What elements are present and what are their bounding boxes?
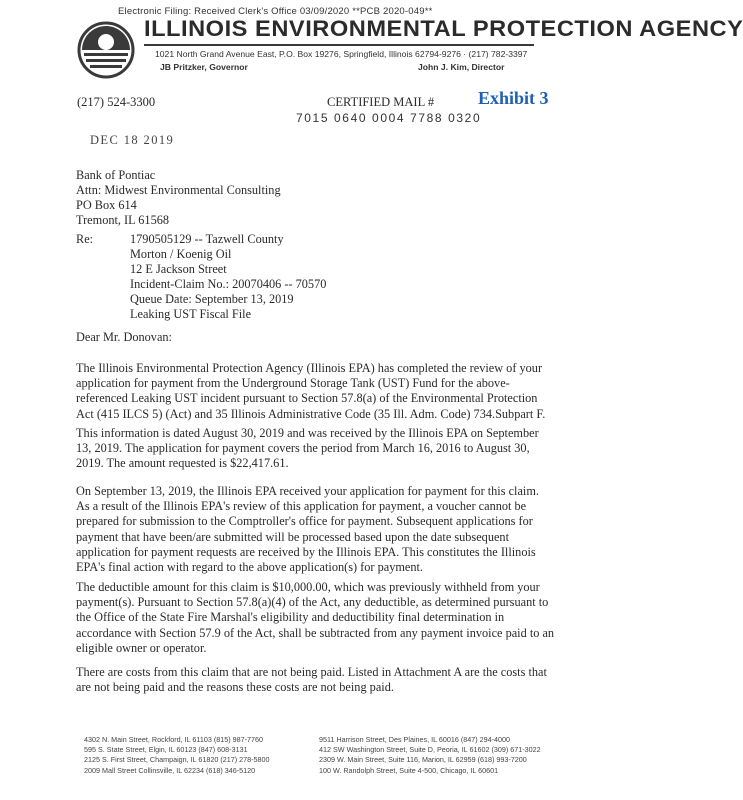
footer-address: 2309 W. Main Street, Suite 116, Marion, IL 62959 (618) 993-7200 — [319, 755, 527, 765]
paragraph-line: There are costs from this claim that are not being paid. Listed in Attachment A are the costs that — [76, 665, 547, 679]
re-label: Re: — [76, 232, 94, 246]
footer-address: 9511 Harrison Street, Des Plaines, IL 60016 (847) 294-4000 — [319, 735, 510, 744]
footer-address: 4302 N. Main Street, Rockford, IL 61103 (815) 987-7760 — [84, 735, 263, 744]
recipient-line: PO Box 614 — [76, 198, 137, 212]
re-line: Incident-Claim No.: 20070406 -- 70570 — [130, 277, 327, 291]
salutation: Dear Mr. Donovan: — [76, 330, 172, 344]
recipient-line: Tremont, IL 61568 — [76, 213, 170, 227]
re-line: 12 E Jackson Street — [130, 262, 227, 276]
paragraph-line: accordance with Section 57.9 of the Act, shall be subtracted from any payment invoice paid to an — [76, 625, 555, 640]
paragraph-line: Act (415 ILCS 5) (Act) and 35 Illinois Administrative Code (35 Ill. Adm. Code) 734.Subpart F. — [76, 406, 546, 421]
recipient-line: Bank of Pontiac — [76, 168, 156, 182]
agency-address: 1021 North Grand Avenue East, P.O. Box 19276, Springfield, Illinois 62794-9276 · (217) 782-3397 — [155, 49, 528, 59]
exhibit-label: Exhibit 3 — [478, 88, 549, 108]
agency-name: ILLINOIS ENVIRONMENTAL PROTECTION AGENCY — [144, 16, 743, 41]
illinois-epa-logo-icon — [76, 20, 136, 80]
paragraph-line: payment that have been/are submitted will be processed based upon the date subsequent — [76, 529, 509, 544]
paragraph-line: On September 13, 2019, the Illinois EPA received your application for payment for this claim. — [76, 484, 539, 498]
footer-address: 595 S. State Street, Elgin, IL 60123 (847) 608-3131 — [84, 745, 248, 755]
footer-address: 100 W. Randolph Street, Suite 4-500, Chicago, IL 60601 — [319, 765, 499, 775]
body-paragraph — [76, 580, 555, 656]
paragraph-line: are not being paid and the reasons these costs are not being paid. — [76, 680, 394, 695]
director-name: John J. Kim, Director — [418, 62, 505, 72]
re-line: Queue Date: September 13, 2019 — [130, 292, 294, 306]
footer-offices-right — [319, 735, 541, 776]
tracking-number: 7015 0640 0004 7788 0320 — [296, 111, 482, 125]
recipient-line: Attn: Midwest Environmental Consulting — [76, 183, 281, 197]
recipient-address — [76, 168, 281, 228]
letter-date: DEC 18 2019 — [90, 133, 175, 147]
governor-name: JB Pritzker, Governor — [160, 62, 248, 72]
footer-offices-left — [84, 735, 270, 776]
paragraph-line: eligible owner or operator. — [76, 640, 207, 655]
body-paragraph — [76, 426, 546, 472]
paragraph-line: application for payment from the Underground Storage Tank (UST) Fund for the above- — [76, 376, 510, 391]
phone-number: (217) 524-3300 — [77, 95, 156, 109]
paragraph-line: EPA's final action with regard to the above application(s) for payment. — [76, 560, 424, 575]
re-line: 1790505129 -- Tazwell County — [130, 232, 284, 246]
footer-address: 2009 Mall Street Collinsville, IL 62234 (618) 346-5120 — [84, 765, 256, 775]
paragraph-line: referenced Leaking UST incident pursuant to Section 57.8(a) of the Environmental Protection — [76, 391, 538, 406]
re-line: Morton / Koenig Oil — [130, 247, 232, 261]
paragraph-line: This information is dated August 30, 2019 and was received by the Illinois EPA on September — [76, 426, 539, 440]
header-divider — [144, 44, 534, 46]
paragraph-line: the Office of the State Fire Marshal's eligibility and deductibility final determination in — [76, 610, 505, 625]
paragraph-line: The Illinois Environmental Protection Agency (Illinois EPA) has completed the review of your — [76, 361, 543, 375]
paragraph-line: 13, 2019. The application for payment covers the period from March 16, 2016 to August 30, — [76, 441, 530, 456]
paragraph-line: payment(s). Pursuant to Section 57.8(a)(4) of the Act, any deductible, as determined pursuant to — [76, 595, 549, 610]
certified-mail-label: CERTIFIED MAIL # — [327, 95, 435, 109]
paragraph-line: As a result of the Illinois EPA's review of this application for payment, a voucher cannot be — [76, 499, 527, 514]
body-paragraph — [76, 484, 546, 575]
filing-stamp: Electronic Filing: Received Clerk's Office 03/09/2020 **PCB 2020-049** — [118, 6, 433, 17]
re-details — [130, 232, 326, 322]
footer-address: 2125 S. First Street, Champaign, IL 61820 (217) 278-5800 — [84, 755, 270, 765]
re-line: Leaking UST Fiscal File — [130, 307, 252, 321]
body-paragraph — [76, 665, 546, 695]
paragraph-line: application for payment requests are received by the Illinois EPA. This constitutes the Illinois — [76, 544, 536, 559]
body-paragraph — [76, 361, 546, 422]
paragraph-line: prepared for submission to the Comptroller's office for payment. Subsequent applications for — [76, 514, 533, 529]
footer-address: 412 SW Washington Street, Suite D, Peoria, IL 61602 (309) 671-3022 — [319, 745, 541, 755]
paragraph-line: The deductible amount for this claim is $10,000.00, which was previously withheld from your — [76, 580, 540, 594]
paragraph-line: 2019. The amount requested is $22,417.61. — [76, 456, 289, 471]
